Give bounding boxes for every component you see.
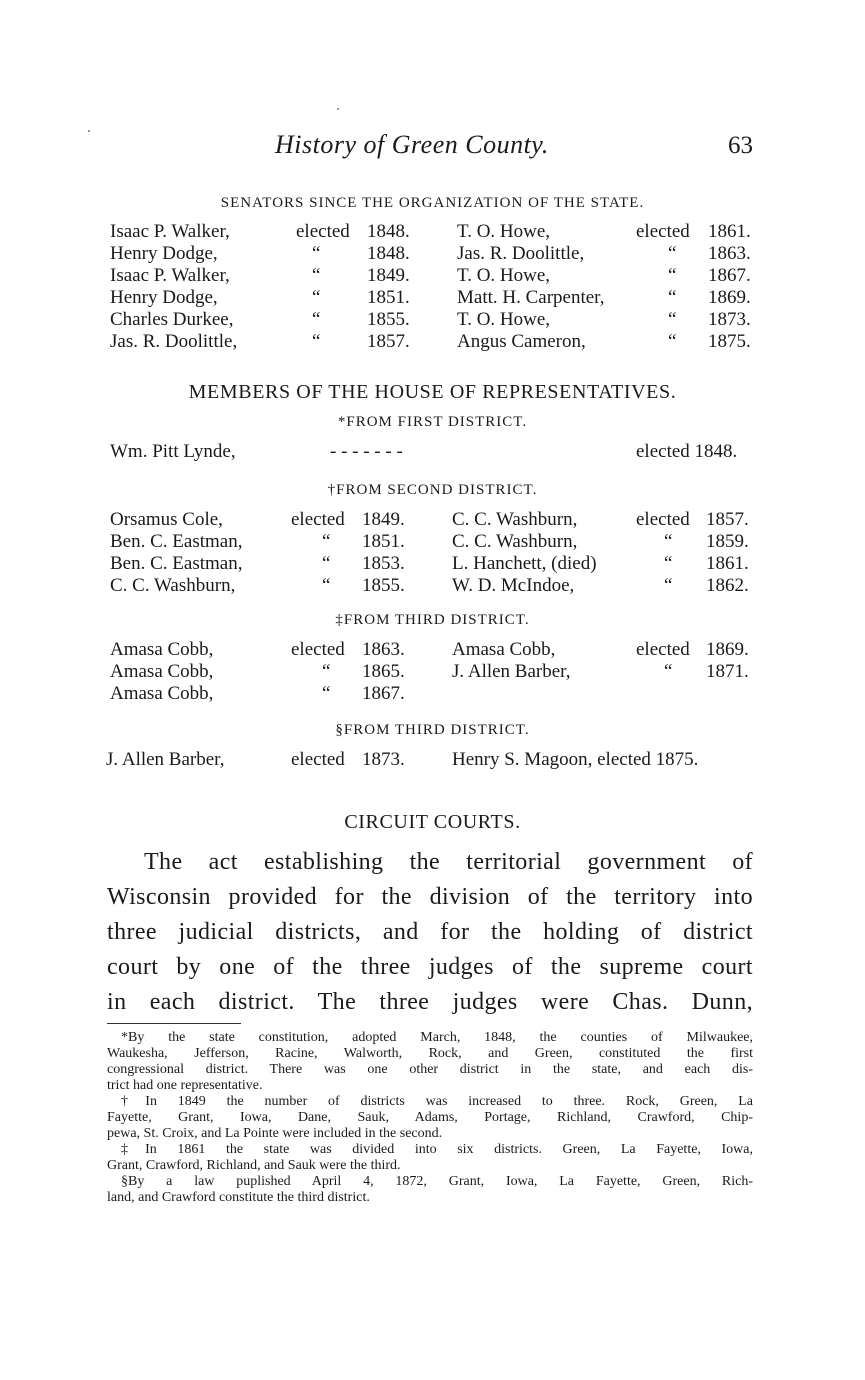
table-row xyxy=(0,531,865,553)
paragraph-line: court by one of the three judges of the supreme court xyxy=(107,954,753,980)
left-elected: “ xyxy=(312,331,321,352)
footnote-line: Fayette, Grant, Iowa, Dane, Sauk, Adams, Portage, Richland, Crawford, Chip- xyxy=(107,1110,753,1125)
table-row xyxy=(0,553,865,575)
page-number: 63 xyxy=(728,132,753,159)
paragraph-line: three judicial districts, and for the holding of district xyxy=(107,919,753,945)
left-year: 1848. xyxy=(367,243,410,264)
left-elected: “ xyxy=(322,575,331,596)
right-name: Jas. R. Doolittle, xyxy=(457,243,585,264)
left-elected: “ xyxy=(322,531,331,552)
right-year: 1869. xyxy=(708,287,751,308)
footnote-line: land, and Crawford constitute the third district. xyxy=(107,1190,370,1205)
right-year: 1859. xyxy=(706,531,749,552)
left-name: Henry Dodge, xyxy=(110,287,218,308)
right-name: J. Allen Barber, xyxy=(452,661,571,682)
footnote-line: Grant, Crawford, Richland, and Sauk were the third. xyxy=(107,1158,401,1173)
left-elected: “ xyxy=(322,683,331,704)
table-row xyxy=(0,639,865,661)
left-elected: “ xyxy=(312,243,321,264)
left-year: 1848. xyxy=(367,221,410,242)
right-name: T. O. Howe, xyxy=(457,265,551,286)
left-year: 1849. xyxy=(367,265,410,286)
left-year: 1863. xyxy=(362,639,405,660)
footnote-line: §By a law puplished April 4, 1872, Grant, Iowa, La Fayette, Green, Rich- xyxy=(121,1174,753,1189)
left-name: Amasa Cobb, xyxy=(110,639,214,660)
left-year: 1851. xyxy=(367,287,410,308)
right-year: 1869. xyxy=(706,639,749,660)
table-row xyxy=(0,441,865,463)
first-district-heading: *FROM FIRST DISTRICT. xyxy=(337,414,528,430)
left-name: Ben. C. Eastman, xyxy=(110,553,243,574)
third-district-heading: ‡FROM THIRD DISTRICT. xyxy=(335,612,530,628)
left-year: 1851. xyxy=(362,531,405,552)
footnote-line: congressional district. There was one other district in the state, and each dis- xyxy=(107,1062,753,1077)
house-heading: MEMBERS OF THE HOUSE OF REPRESENTATIVES. xyxy=(188,381,677,403)
right-elected: “ xyxy=(664,575,673,596)
left-elected: elected xyxy=(291,639,345,660)
table-row xyxy=(0,309,865,331)
right-elected: elected xyxy=(636,221,690,242)
paragraph-line: The act establishing the territorial government of xyxy=(144,849,753,875)
left-name: Henry Dodge, xyxy=(110,243,218,264)
right-year: 1873. xyxy=(708,309,751,330)
right-elected: “ xyxy=(668,309,677,330)
left-name: Amasa Cobb, xyxy=(110,683,214,704)
elected-year: elected 1848. xyxy=(636,441,738,462)
left-elected: “ xyxy=(312,265,321,286)
left-elected: “ xyxy=(322,553,331,574)
representative-name: Wm. Pitt Lynde, xyxy=(110,441,236,462)
footnote xyxy=(107,1094,753,1142)
left-name: Jas. R. Doolittle, xyxy=(110,331,238,352)
table-row xyxy=(0,575,865,597)
leader-dashes: - - - - - - - xyxy=(330,441,403,462)
left-year: 1873. xyxy=(362,749,405,770)
right-name: Amasa Cobb, xyxy=(452,639,556,660)
senators-heading: SENATORS SINCE THE ORGANIZATION OF THE STATE. xyxy=(220,195,645,211)
left-elected: elected xyxy=(291,509,345,530)
right-elected: elected xyxy=(636,509,690,530)
right-name: Matt. H. Carpenter, xyxy=(457,287,605,308)
footnote-line: Waukesha, Jefferson, Racine, Walworth, Rock, and Green, constituted the first xyxy=(107,1046,753,1061)
right-year: 1863. xyxy=(708,243,751,264)
print-speck xyxy=(337,108,339,110)
left-name: C. C. Washburn, xyxy=(110,575,236,596)
right-elected: “ xyxy=(668,287,677,308)
left-year: 1857. xyxy=(367,331,410,352)
third-district-later-heading: §FROM THIRD DISTRICT. xyxy=(335,722,530,738)
right-elected: “ xyxy=(664,661,673,682)
table-row xyxy=(0,287,865,309)
right-name: C. C. Washburn, xyxy=(452,509,578,530)
left-name: Orsamus Cole, xyxy=(110,509,223,530)
right-name: C. C. Washburn, xyxy=(452,531,578,552)
left-year: 1855. xyxy=(367,309,410,330)
left-name: Charles Durkee, xyxy=(110,309,234,330)
left-name: Isaac P. Walker, xyxy=(110,265,230,286)
right-year: 1857. xyxy=(706,509,749,530)
right-year: 1875. xyxy=(708,331,751,352)
right-elected: “ xyxy=(664,531,673,552)
right-name: T. O. Howe, xyxy=(457,221,551,242)
right-name: W. D. McIndoe, xyxy=(452,575,575,596)
left-name: Isaac P. Walker, xyxy=(110,221,230,242)
paragraph-line: Wisconsin provided for the division of the territory into xyxy=(107,884,753,910)
left-year: 1865. xyxy=(362,661,405,682)
table-row xyxy=(0,265,865,287)
right-name: Angus Cameron, xyxy=(457,331,586,352)
right-elected: “ xyxy=(668,331,677,352)
footnote xyxy=(107,1174,753,1206)
footnote-rule xyxy=(107,1023,241,1024)
right-year: 1862. xyxy=(706,575,749,596)
left-elected: “ xyxy=(312,287,321,308)
left-elected: elected xyxy=(291,749,345,770)
left-elected: “ xyxy=(322,661,331,682)
right-year: 1871. xyxy=(706,661,749,682)
right-year: 1867. xyxy=(708,265,751,286)
left-year: 1855. xyxy=(362,575,405,596)
right-entry: Henry S. Magoon, elected 1875. xyxy=(452,749,699,770)
left-year: 1867. xyxy=(362,683,405,704)
circuit-courts-paragraph xyxy=(107,845,753,1020)
footnote-line: trict had one representative. xyxy=(107,1078,263,1093)
left-name: J. Allen Barber, xyxy=(106,749,225,770)
left-year: 1853. xyxy=(362,553,405,574)
right-elected: “ xyxy=(668,265,677,286)
right-year: 1861. xyxy=(708,221,751,242)
right-elected: elected xyxy=(636,639,690,660)
footnote-line: *By the state constitution, adopted March, 1848, the counties of Milwaukee, xyxy=(121,1030,753,1045)
table-row xyxy=(0,221,865,243)
table-row xyxy=(0,243,865,265)
table-row xyxy=(0,683,865,705)
right-name: L. Hanchett, (died) xyxy=(452,553,597,574)
left-name: Amasa Cobb, xyxy=(110,661,214,682)
right-elected: “ xyxy=(668,243,677,264)
footnote-line: ‡In 1861 the state was divided into six districts. Green, La Fayette, Iowa, xyxy=(121,1142,753,1157)
right-name: T. O. Howe, xyxy=(457,309,551,330)
table-row xyxy=(0,749,865,771)
second-district-heading: †FROM SECOND DISTRICT. xyxy=(327,482,538,498)
right-elected: “ xyxy=(664,553,673,574)
footnotes xyxy=(107,1030,753,1206)
paragraph-line: in each district. The three judges were Chas. Dunn, xyxy=(107,989,753,1015)
table-row xyxy=(0,661,865,683)
table-row xyxy=(0,331,865,353)
footnote xyxy=(107,1142,753,1174)
left-name: Ben. C. Eastman, xyxy=(110,531,243,552)
page-title: History of Green County. xyxy=(275,130,549,159)
left-year: 1849. xyxy=(362,509,405,530)
table-row xyxy=(0,509,865,531)
running-head xyxy=(0,130,865,166)
footnote-line: †In 1849 the number of districts was increased to three. Rock, Green, La xyxy=(121,1094,753,1109)
right-year: 1861. xyxy=(706,553,749,574)
footnote xyxy=(107,1030,753,1094)
footnote-line: pewa, St. Croix, and La Pointe were included in the second. xyxy=(107,1126,443,1141)
circuit-courts-heading: CIRCUIT COURTS. xyxy=(344,811,521,833)
left-elected: “ xyxy=(312,309,321,330)
left-elected: elected xyxy=(296,221,350,242)
